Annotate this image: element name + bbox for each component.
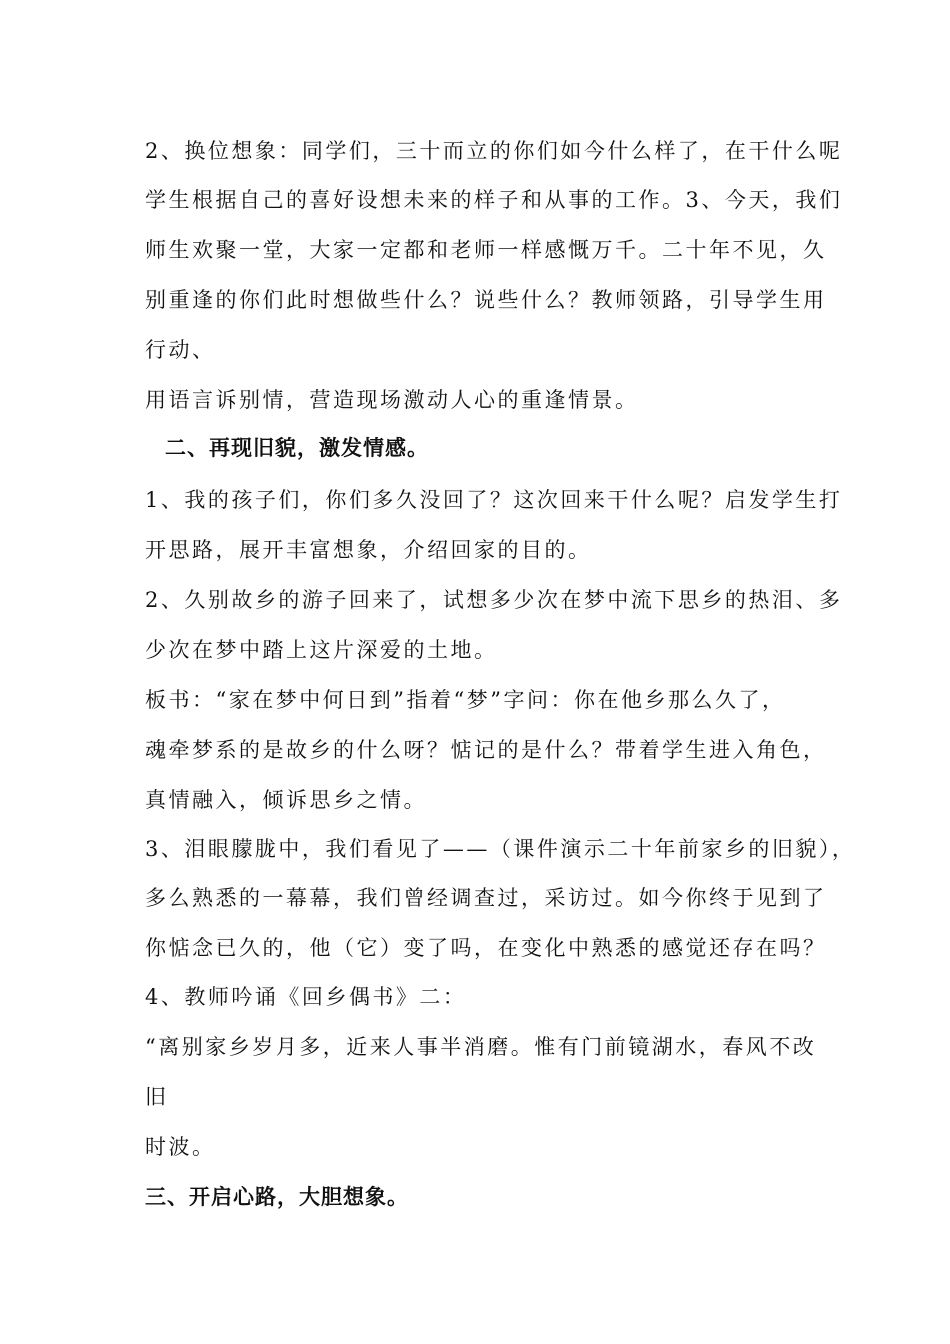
paragraph-line: 你惦念已久的，他（它）变了吗，在变化中熟悉的感觉还存在吗？ xyxy=(145,936,827,960)
paragraph-line: 少次在梦中踏上这片深爱的土地。 xyxy=(145,638,498,662)
paragraph-line: 1、我的孩子们，你们多久没回了？这次回来干什么呢？启发学生打 xyxy=(145,488,843,512)
paragraph-line: 魂牵梦系的是故乡的什么呀？惦记的是什么？带着学生进入角色， xyxy=(145,738,827,762)
paragraph-line: 3、泪眼朦胧中，我们看见了——（课件演示二十年前家乡的旧貌）， xyxy=(145,837,856,861)
paragraph-line: 用语言诉别情，营造现场激动人心的重逢情景。 xyxy=(145,388,639,412)
paragraph-line: 师生欢聚一堂，大家一定都和老师一样感慨万千。二十年不见，久 xyxy=(145,238,827,262)
paragraph-line: 别重逢的你们此时想做些什么？说些什么？教师领路，引导学生用 xyxy=(145,288,827,312)
section-heading: 三、开启心路，大胆想象。 xyxy=(145,1185,409,1209)
paragraph-line: 学生根据自己的喜好设想未来的样子和从事的工作。3、今天，我们 xyxy=(145,188,843,212)
paragraph-line: 行动、 xyxy=(145,338,216,362)
paragraph-line: 4、教师吟诵《回乡偶书》二： xyxy=(145,985,467,1009)
section-heading: 二、再现旧貌，激发情感。 xyxy=(165,436,429,460)
paragraph-line: 时波。 xyxy=(145,1135,216,1159)
paragraph-line: 2、换位想象：同学们，三十而立的你们如今什么样了，在干什么呢 xyxy=(145,139,843,163)
paragraph-line: 开思路，展开丰富想象，介绍回家的目的。 xyxy=(145,538,592,562)
paragraph-line: 真情融入，倾诉思乡之情。 xyxy=(145,788,427,812)
paragraph-line: “离别家乡岁月多，近来人事半消磨。惟有门前镜湖水，春风不改 xyxy=(145,1035,817,1059)
paragraph-line: 旧 xyxy=(145,1085,169,1109)
paragraph-line: 多么熟悉的一幕幕，我们曾经调查过，采访过。如今你终于见到了 xyxy=(145,886,827,910)
paragraph-line: 2、久别故乡的游子回来了，试想多少次在梦中流下思乡的热泪、多 xyxy=(145,588,843,612)
paragraph-line: 板书：“家在梦中何日到”指着“梦”字问：你在他乡那么久了， xyxy=(145,688,786,712)
